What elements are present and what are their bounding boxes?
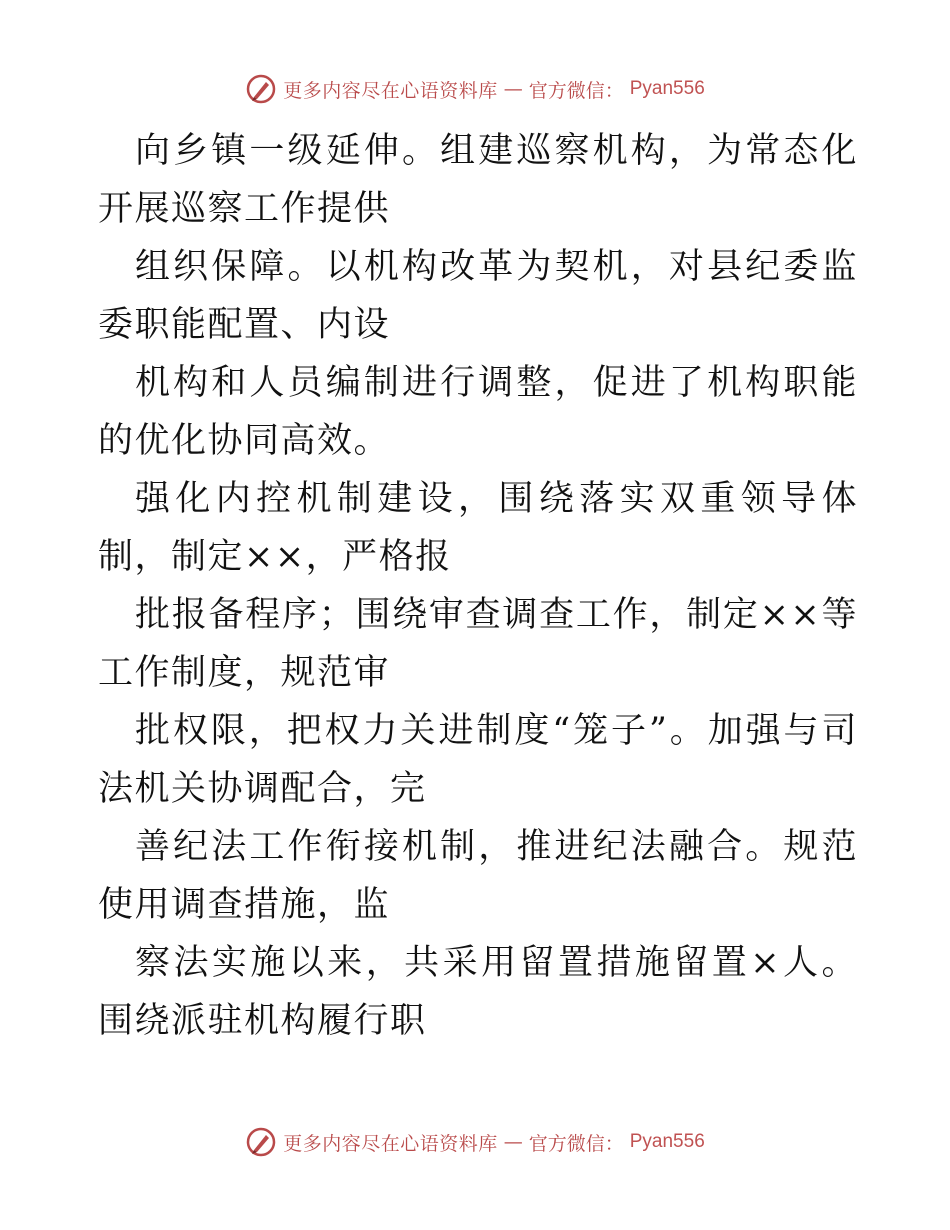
paragraph: 强化内控机制建设，围绕落实双重领导体制，制定××，严格报	[98, 479, 858, 577]
paragraph: 察法实施以来，共采用留置措施留置×人。围绕派驻机构履行职	[98, 943, 858, 1041]
paragraph: 组织保障。以机构改革为契机，对县纪委监委职能配置、内设	[98, 247, 858, 345]
watermark-account: Pyan556	[629, 1131, 705, 1152]
header-watermark	[0, 73, 950, 105]
watermark-brand: 更多内容尽在心语资料库	[283, 79, 498, 102]
watermark-suffix: 官方微信：	[528, 1132, 624, 1155]
document-body	[98, 122, 858, 1050]
watermark-brand: 更多内容尽在心语资料库	[283, 1132, 498, 1155]
paragraph: 批权限，把权力关进制度“笼子”。加强与司法机关协调配合，完	[98, 711, 858, 809]
paragraph: 善纪法工作衔接机制，推进纪法融合。规范使用调查措施，监	[98, 827, 858, 925]
watermark-suffix: 官方微信：	[528, 79, 624, 102]
watermark-account: Pyan556	[629, 78, 705, 99]
watermark-separator: —	[503, 1131, 523, 1153]
paragraph: 机构和人员编制进行调整，促进了机构职能的优化协同高效。	[98, 363, 858, 461]
paragraph: 批报备程序；围绕审查调查工作，制定××等工作制度，规范审	[98, 595, 858, 693]
footer-watermark	[0, 1126, 950, 1158]
pen-logo-icon	[245, 73, 277, 105]
watermark-separator: —	[503, 78, 523, 100]
pen-logo-icon	[245, 1126, 277, 1158]
paragraph: 向乡镇一级延伸。组建巡察机构，为常态化开展巡察工作提供	[98, 131, 858, 229]
